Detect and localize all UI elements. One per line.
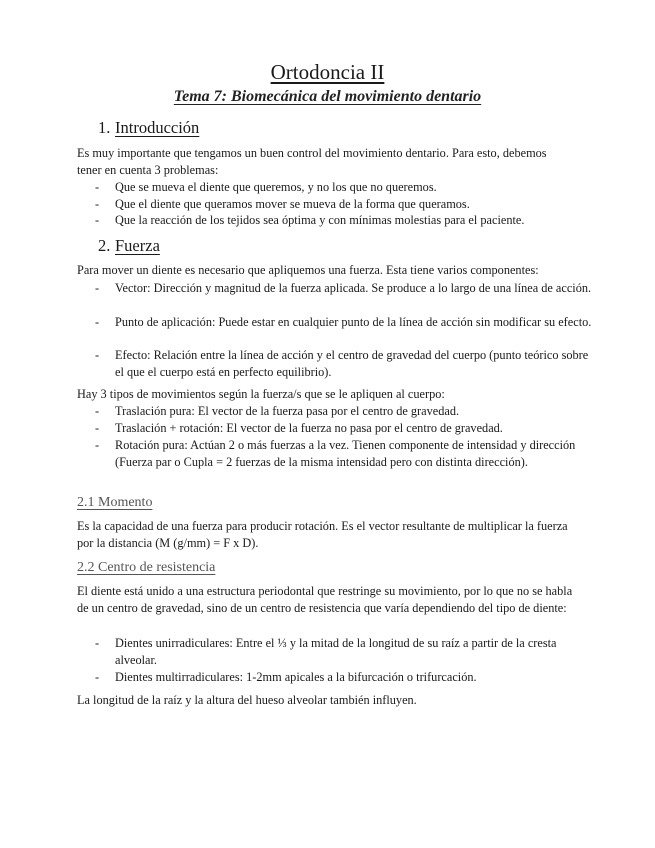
- intro-paragraph: Es muy importante que tengamos un buen control del movimiento dentario. Para esto, debemos tener en cuenta 3 problemas:: [77, 146, 547, 177]
- momento-paragraph: Es la capacidad de una fuerza para producir rotación. Es el vector resultante de multiplicar la fuerza por la distancia (M (g/mm) = F x D).: [77, 519, 568, 550]
- document-title: Ortodoncia II: [270, 60, 385, 84]
- list-item: - Que el diente que queramos mover se mueva de la forma que queramos.: [95, 197, 470, 211]
- list-item: - Rotación pura: Actúan 2 o más fuerzas a la vez. Tienen componente de intensidad y dirección (Fuerza par o Cupla = 2 fuerzas de la misma intensidad pero con distinta dirección).: [95, 438, 576, 469]
- fuerza-paragraph: Para mover un diente es necesario que apliquemos una fuerza. Esta tiene varios componentes:: [77, 263, 539, 277]
- centro-paragraph: El diente está unido a una estructura periodontal que restringe su movimiento, por lo que no se habla de un centro de gravedad, sino de un centro de resistencia que varía dependiendo del tipo de diente:: [77, 584, 573, 615]
- list-item: - Vector: Dirección y magnitud de la fuerza aplicada. Se produce a lo largo de una línea de acción.: [95, 281, 592, 295]
- section-title: Introducción: [115, 118, 200, 137]
- section-number: 2.: [98, 236, 111, 255]
- list-item: - Efecto: Relación entre la línea de acción y el centro de gravedad del cuerpo (punto teórico sobre el que el cuerpo está en perfecto equilibrio).: [95, 348, 589, 379]
- list-item: - Que se mueva el diente que queremos, y no los que no queremos.: [95, 180, 437, 194]
- document-subtitle: Tema 7: Biomecánica del movimiento dentario: [173, 88, 482, 105]
- list-item: - Traslación pura: El vector de la fuerza pasa por el centro de gravedad.: [95, 404, 460, 418]
- movements-paragraph: Hay 3 tipos de movimientos según la fuerza/s que se le apliquen al cuerpo:: [77, 387, 445, 401]
- subsection-heading-centro-resistencia: 2.2 Centro de resistencia: [77, 560, 216, 575]
- closing-paragraph: La longitud de la raíz y la altura del hueso alveolar también influyen.: [77, 693, 417, 707]
- section-title: Fuerza: [115, 236, 160, 255]
- list-item: - Traslación + rotación: El vector de la fuerza no pasa por el centro de gravedad.: [95, 421, 503, 435]
- list-item: - Punto de aplicación: Puede estar en cualquier punto de la línea de acción sin modificar su efecto.: [95, 315, 592, 329]
- list-item: - Dientes multirradiculares: 1-2mm apicales a la bifurcación o trifurcación.: [95, 670, 477, 684]
- list-item: - Dientes unirradiculares: Entre el ⅓ y la mitad de la longitud de su raíz a partir de la cresta alveolar.: [95, 636, 557, 667]
- section-number: 1.: [98, 118, 111, 137]
- subsection-heading-momento: 2.1 Momento: [77, 495, 153, 510]
- list-item: - Que la reacción de los tejidos sea óptima y con mínimas molestias para el paciente.: [95, 213, 525, 227]
- section-heading-introduccion: [98, 118, 199, 138]
- section-heading-fuerza: [98, 236, 160, 256]
